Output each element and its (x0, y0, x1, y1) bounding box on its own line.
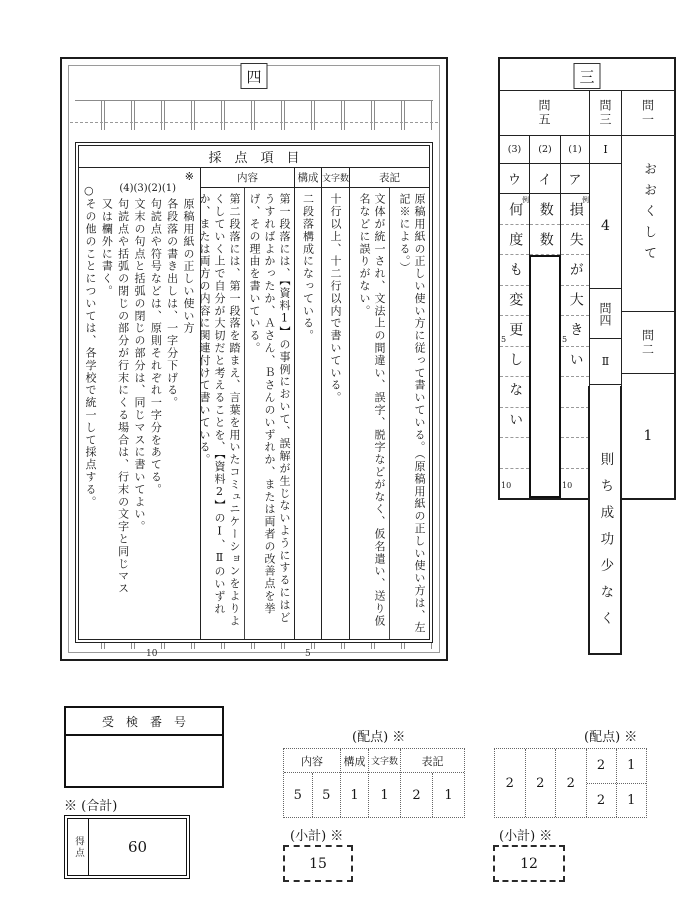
subtotal3-value: 12 (493, 845, 565, 882)
alloc3-value: 2 (587, 749, 616, 784)
q5-header: 問五 (537, 99, 551, 127)
q5-part2-kana: イ (530, 164, 560, 194)
note-circle-mark: ○ (84, 184, 94, 197)
manuscript-dashed-line (70, 122, 438, 123)
q5-part3-answer: 何度も変更しない (507, 202, 524, 442)
marker-10: 10 (562, 481, 573, 490)
q3-header: 問三 (598, 99, 612, 127)
scoring-table-inner (78, 145, 430, 640)
alloc4-charcount-group (368, 749, 400, 817)
example-mark: 例 (522, 196, 529, 204)
sheet-section-4 (60, 57, 448, 661)
column-structure (294, 168, 321, 639)
q5-part2-column (529, 136, 560, 498)
q5-part3-number: (3) (500, 136, 529, 164)
ruler-number-10: 10 (146, 649, 158, 659)
note-item-5: その他のことについては、各学校で統一して採点する。 (84, 198, 97, 508)
alloc4-notation-values (401, 773, 464, 817)
alloc4-content-group (284, 749, 340, 817)
alloc4-value: 1 (432, 773, 464, 817)
alloc4-value: 1 (380, 787, 389, 803)
manuscript-grid-bottom (75, 643, 433, 649)
note-item-numbers: (4)(3)(2)(1) (119, 183, 176, 194)
q4-answer-wrap (589, 390, 621, 652)
allocation3-label: (配点) ※ (584, 730, 638, 745)
q3-header-cell (589, 90, 621, 136)
alloc4-header-notation: 表記 (401, 749, 464, 773)
q5-part2-number: (2) (530, 136, 560, 164)
q2-header-cell (622, 312, 674, 374)
alloc3-value: 2 (505, 775, 514, 791)
total-score-value: 60 (127, 838, 148, 856)
alloc3-value: 2 (525, 749, 556, 817)
marker-10: 10 (501, 481, 512, 490)
total-score-inner (67, 818, 187, 876)
examinee-number-title: 受 検 番 号 (66, 708, 222, 736)
q1-header: 問一 (640, 99, 655, 127)
alloc4-structure-group (340, 749, 368, 817)
scoring-table-body (79, 168, 429, 639)
header-content: 内容 (201, 168, 294, 188)
q1-answer-cell (622, 136, 674, 312)
q3-sub-i: Ⅰ (590, 136, 621, 164)
column-content (200, 168, 294, 639)
alloc4-value: 2 (412, 787, 421, 803)
scoring-table (75, 142, 433, 643)
q1-answer: おおくして (641, 162, 657, 267)
q5-part2-answer: 数数 (537, 202, 554, 262)
q2-answer: 1 (643, 428, 653, 444)
q5-part1-answer-wrap (561, 194, 589, 498)
header-structure: 構成 (295, 168, 321, 188)
total-label: ※ (合計) (64, 799, 118, 814)
q4-header: 問四 (598, 301, 612, 326)
example-mark: 例 (582, 196, 589, 204)
scoring-table-title: 採 点 項 目 (79, 146, 429, 168)
q5-part1-column (560, 136, 589, 498)
note-cell (79, 168, 200, 639)
examinee-number-box (64, 706, 224, 788)
allocation4-table (283, 748, 465, 818)
note-title: 原稿用紙の正しい使い方 (181, 198, 195, 335)
note-item-4: 句読点や括弧の閉じの部分が行末にくる場合は、行末の文字と同じマス (116, 198, 130, 595)
total-score-box (64, 815, 190, 879)
q1-answer-wrap (622, 136, 674, 311)
q5-part1-answer-cell (561, 194, 589, 498)
sheet-section-3 (498, 57, 676, 500)
alloc4-value: 1 (350, 787, 359, 803)
q5-part3-answer-cell (500, 194, 529, 498)
q5-part3-column (500, 136, 529, 498)
alloc3-value: 2 (596, 792, 606, 808)
notation-criteria (350, 188, 429, 639)
structure-criteria (295, 188, 321, 639)
q1-header-cell (621, 90, 674, 136)
section-label-3: 三 (574, 63, 601, 89)
criterion-structure: 二段落構成になっている。 (301, 193, 315, 342)
q5-part1-number: (1) (561, 136, 589, 164)
criterion-char-count: 十行以上、十二行以内で書いている。 (329, 193, 342, 404)
alloc4-header-content: 内容 (284, 749, 340, 773)
q3-answer: 4 (590, 164, 621, 289)
q5-part2-answer-wrap (530, 194, 560, 498)
note-item-2: 句読点や符号などは、原則それぞれ一字分をあてる。 (149, 198, 163, 496)
q4-header-cell (590, 289, 621, 339)
q4-answer: 則ち成功少なく (597, 452, 614, 638)
allocation3-table (494, 748, 647, 818)
note-item-1: 各段落の書き出しは、一字分下げる。 (165, 198, 179, 409)
criterion-notation-2: 文体が統一され、文法上の間違い、誤字、脱字などがなく、仮名遣い、送り仮名などに誤りがない。 (350, 188, 390, 639)
alloc4-header-structure: 構成 (341, 749, 368, 773)
char-count-criteria (322, 188, 349, 639)
alloc4-value: 5 (293, 787, 302, 803)
note-columns (79, 168, 200, 639)
content-criteria (198, 188, 294, 639)
q5-part1-kana: ア (561, 164, 589, 194)
header-char-count: 文字数 (322, 168, 349, 188)
alloc4-notation-group (400, 749, 464, 817)
alloc3-value: 1 (617, 749, 647, 784)
note-item-4b: 又は欄外に書く。 (100, 198, 114, 298)
subtotal4-value: 15 (283, 845, 353, 882)
manuscript-grid-top (75, 100, 433, 130)
alloc3-split-column (616, 749, 647, 817)
criterion-content-1: 第一段落には、【資料1】の事例において、誤解が生じないようにするにはどうすればよかったか、Ａさん、Ｂさんのいずれか、または両者の改善点を挙げ、その理由を書いている。 (248, 193, 291, 624)
q5-header-cell (500, 90, 589, 136)
alloc4-value: 5 (312, 773, 341, 817)
subtotal4-label: (小計) ※ (290, 829, 344, 844)
header-notation: 表記 (350, 168, 429, 188)
ruler-number-5: 5 (305, 649, 311, 659)
marker-5: 5 (501, 335, 507, 344)
alloc4-header-charcount: 文字数 (369, 749, 400, 773)
column-notation (349, 168, 429, 639)
q5-part1-answer: 損失が大きい (567, 202, 584, 382)
marker-5: 5 (562, 335, 568, 344)
score-box-label-cell (68, 819, 89, 875)
criterion-content-2: 第二段落には、第一段落を踏まえ、言葉を用いたコミュニケーションをよりよくしていく上で自分が大切だと考えることを、【資料2】のⅠ、Ⅱのいずれか、または両方の内容に関連付けて書いている。 (195, 188, 245, 639)
alloc3-value: 2 (555, 749, 586, 817)
alloc3-value: 1 (627, 792, 636, 808)
alloc4-content-values (284, 773, 340, 817)
q5-part3-answer-wrap (500, 194, 529, 498)
subtotal3-label: (小計) ※ (499, 829, 553, 844)
examinee-number-field (66, 736, 222, 786)
column-char-count (321, 168, 349, 639)
q4-sub-ii: Ⅱ (590, 339, 621, 385)
allocation4-label: (配点) ※ (352, 730, 406, 745)
alloc3-split-column (586, 749, 616, 817)
q2-header: 問二 (640, 328, 655, 357)
alloc4-charcount-values (369, 773, 400, 817)
q5-part2-answer-cell (530, 194, 560, 498)
score-box-label: 得点 (73, 835, 84, 859)
alloc4-structure-values (341, 773, 368, 817)
section-label-4: 四 (241, 63, 268, 89)
criterion-notation-1: 原稿用紙の正しい使い方に従って書いている。（原稿用紙の正しい使い方は、左記※による。） (398, 193, 426, 634)
note-item-3: 文末の句点と括弧の閉じの部分は、同じマスに書いてよい。 (132, 198, 146, 533)
q5-part3-kana: ウ (500, 164, 529, 194)
q1-q2-column (621, 136, 674, 498)
note-asterisk: ※ (184, 170, 194, 183)
